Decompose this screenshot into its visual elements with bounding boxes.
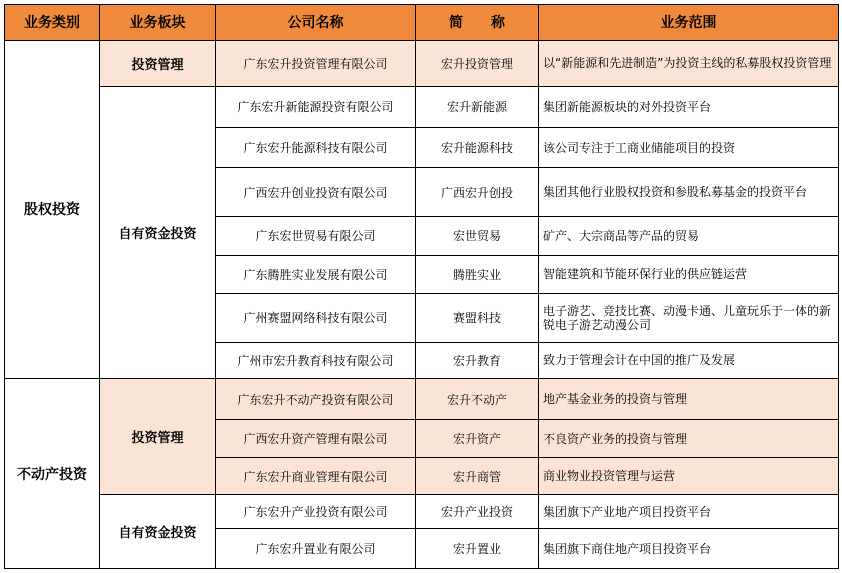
company-name: 广东宏世贸易有限公司 — [216, 216, 416, 255]
company-abbr: 腾胜实业 — [416, 255, 539, 294]
segment-re-own: 自有资金投资 — [100, 494, 216, 568]
company-abbr: 宏升投资管理 — [416, 40, 539, 87]
table-row — [5, 87, 839, 128]
segment-equity-own: 自有资金投资 — [100, 87, 216, 379]
company-abbr: 宏升不动产 — [416, 379, 539, 420]
business-scope: 智能建筑和节能环保行业的供应链运营 — [539, 255, 839, 294]
company-name: 广西宏升资产管理有限公司 — [216, 419, 416, 458]
category-equity: 股权投资 — [5, 40, 100, 379]
business-scope: 地产基金业务的投资与管理 — [539, 379, 839, 420]
company-name: 广东宏升商业管理有限公司 — [216, 458, 416, 495]
company-abbr: 宏升新能源 — [416, 87, 539, 128]
business-scope: 以“新能源和先进制造”为投资主线的私募股权投资管理 — [539, 40, 839, 87]
company-abbr: 宏升教育 — [416, 342, 539, 379]
company-abbr: 宏升置业 — [416, 529, 539, 569]
company-abbr: 宏升产业投资 — [416, 494, 539, 528]
company-abbr: 赛盟科技 — [416, 294, 539, 343]
table-row — [5, 494, 839, 528]
header-segment: 业务板块 — [100, 5, 216, 41]
company-name: 广东宏升不动产投资有限公司 — [216, 379, 416, 420]
company-name: 广东宏升新能源投资有限公司 — [216, 87, 416, 128]
company-name: 广东宏升能源科技有限公司 — [216, 127, 416, 168]
header-scope: 业务范围 — [539, 5, 839, 41]
table-row — [5, 40, 839, 87]
business-scope: 矿产、大宗商品等产品的贸易 — [539, 216, 839, 255]
business-scope: 集团旗下产业地产项目投资平台 — [539, 494, 839, 528]
segment-equity-mgmt: 投资管理 — [100, 40, 216, 87]
company-abbr: 宏升商管 — [416, 458, 539, 495]
company-name: 广东宏升置业有限公司 — [216, 529, 416, 569]
company-name: 广州市宏升教育科技有限公司 — [216, 342, 416, 379]
header-category: 业务类别 — [5, 5, 100, 41]
company-name: 广东宏升投资管理有限公司 — [216, 40, 416, 87]
company-abbr: 宏升能源科技 — [416, 127, 539, 168]
company-name: 广东腾胜实业发展有限公司 — [216, 255, 416, 294]
company-abbr: 宏世贸易 — [416, 216, 539, 255]
table-row — [5, 379, 839, 420]
business-scope: 不良资产业务的投资与管理 — [539, 419, 839, 458]
company-name: 广西宏升创业投资有限公司 — [216, 168, 416, 217]
header-abbr: 简 称 — [416, 5, 539, 41]
business-scope: 集团旗下商住地产项目投资平台 — [539, 529, 839, 569]
company-name: 广东宏升产业投资有限公司 — [216, 494, 416, 528]
company-name: 广州赛盟网络科技有限公司 — [216, 294, 416, 343]
segment-re-mgmt: 投资管理 — [100, 379, 216, 495]
company-structure-table — [4, 4, 839, 569]
business-scope: 该公司专注于工商业储能项目的投资 — [539, 127, 839, 168]
company-abbr: 广西宏升创投 — [416, 168, 539, 217]
header-company: 公司名称 — [216, 5, 416, 41]
header-row — [5, 5, 839, 41]
business-scope: 集团其他行业股权投资和参股私募基金的投资平台 — [539, 168, 839, 217]
category-real-estate: 不动产投资 — [5, 379, 100, 569]
company-abbr: 宏升资产 — [416, 419, 539, 458]
business-scope: 商业物业投资管理与运营 — [539, 458, 839, 495]
business-scope: 电子游艺、竞技比赛、动漫卡通、儿童玩乐于一体的新锐电子游艺动漫公司 — [539, 294, 839, 343]
business-scope: 集团新能源板块的对外投资平台 — [539, 87, 839, 128]
business-scope: 致力于管理会计在中国的推广及发展 — [539, 342, 839, 379]
